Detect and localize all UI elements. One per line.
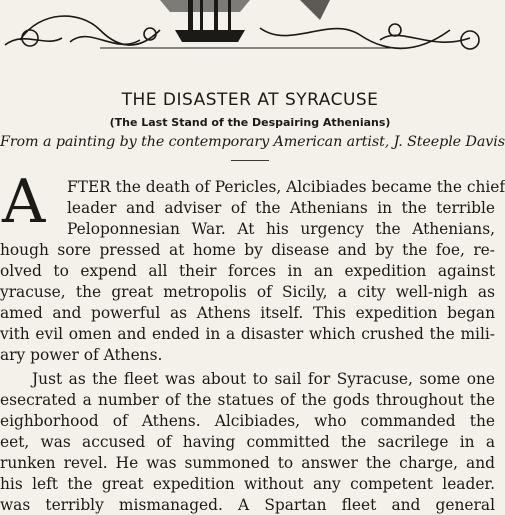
- body-line: vith evil omen and ended in a disaster which crushed the mili-: [0, 325, 495, 343]
- divider-rule: [231, 160, 269, 161]
- body-line: Just as the fleet was about to sail for Syracuse, some one: [32, 370, 495, 388]
- body-line: olved to expend all their forces in an expedition against: [0, 262, 495, 280]
- body-line: esecrated a number of the statues of the gods throughout the: [0, 391, 495, 409]
- body-line: runken revel. He was summoned to answer the charge, and: [0, 454, 495, 472]
- body-line: amed and powerful as Athens itself. This expedition began: [0, 304, 495, 322]
- decorative-illustration-border: [0, 0, 500, 62]
- page-title: THE DISASTER AT SYRACUSE: [121, 90, 379, 110]
- body-line: FTER the death of Pericles, Alcibiades became the chief: [67, 178, 505, 196]
- page-subtitle: (The Last Stand of the Despairing Athenians): [109, 116, 391, 129]
- body-line: ary power of Athens.: [0, 346, 163, 364]
- body-line: was terribly mismanaged. A Spartan fleet and general: [0, 496, 495, 514]
- body-line: eighborhood of Athens. Alcibiades, who commanded the: [0, 412, 495, 430]
- body-line: his left the great expedition without any competent leader.: [0, 475, 495, 493]
- body-line: hough sore pressed at home by disease and by the foe, re-: [0, 241, 495, 259]
- body-line: Peloponnesian War. At his urgency the Athenians,: [67, 220, 495, 238]
- body-line: leader and adviser of the Athenians in the terrible: [67, 199, 495, 217]
- drop-cap: A: [2, 167, 46, 237]
- body-line: yracuse, the great metropolis of Sicily, a city well-nigh as: [0, 283, 495, 301]
- painting-credit: From a painting by the contemporary American artist, J. Steeple Davis: [0, 134, 505, 150]
- body-line: eet, was accused of having committed the sacrilege in a: [0, 433, 495, 451]
